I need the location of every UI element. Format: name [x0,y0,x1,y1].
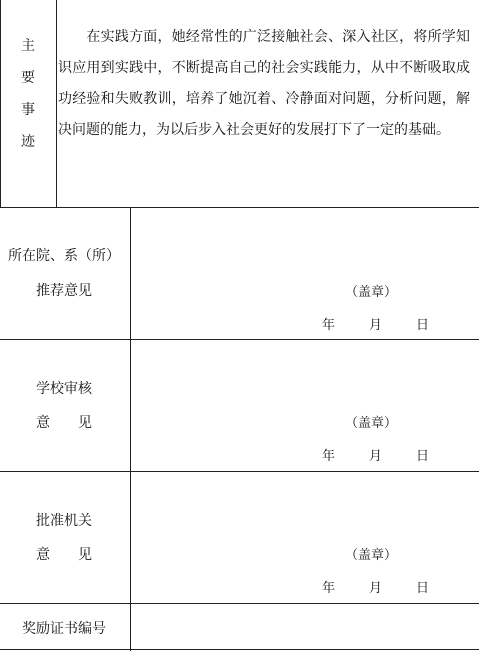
bottom-border [0,649,479,650]
approval-month: 月 [369,581,383,596]
row-divider-1 [0,207,479,208]
main-deeds-text: 在实践方面，她经常性的广泛接触社会、深入社区，将所学知识应用到实践中，不断提高自己的社会实践能力，从中不断吸取成功经验和失败教训，培养了她沉着、冷静面对问题，分析问题，解决问题的能力，为以后步入社会更好的发展打下了一定的基础。 [58,29,470,138]
school-label-line2: 意 见 [36,415,92,431]
school-date [322,445,429,464]
approval-label-line2: 意 见 [36,547,92,563]
main-deeds-label-char-1: 主 [21,38,35,54]
approval-label-line1: 批准机关 [36,513,92,529]
department-date [322,314,429,333]
label-column-divider [130,207,131,651]
school-seal: （盖章） [345,416,398,431]
department-label-line2: 推荐意见 [36,283,92,299]
school-month: 月 [369,449,383,464]
certificate-number-field[interactable] [140,618,470,638]
department-label-line1: 所在院、系（所） [8,248,120,264]
school-day: 日 [416,449,430,464]
school-label-line1: 学校审核 [36,381,92,397]
deeds-divider [56,0,57,207]
department-month: 月 [369,318,383,333]
department-seal: （盖章） [345,285,398,300]
approval-date [322,577,429,596]
approval-year: 年 [322,581,336,596]
approval-seal: （盖章） [345,548,398,563]
row-divider-2 [0,339,479,340]
main-deeds-label-char-2: 要 [21,70,35,86]
department-year: 年 [322,318,336,333]
school-year: 年 [322,449,336,464]
row-divider-3 [0,471,479,472]
main-deeds-label-char-4: 迹 [21,134,35,150]
department-day: 日 [416,318,430,333]
main-deeds-label-char-3: 事 [21,102,35,118]
approval-day: 日 [416,581,430,596]
certificate-label: 奖励证书编号 [22,621,106,637]
row-divider-4 [0,603,479,604]
main-deeds-label [0,30,56,158]
